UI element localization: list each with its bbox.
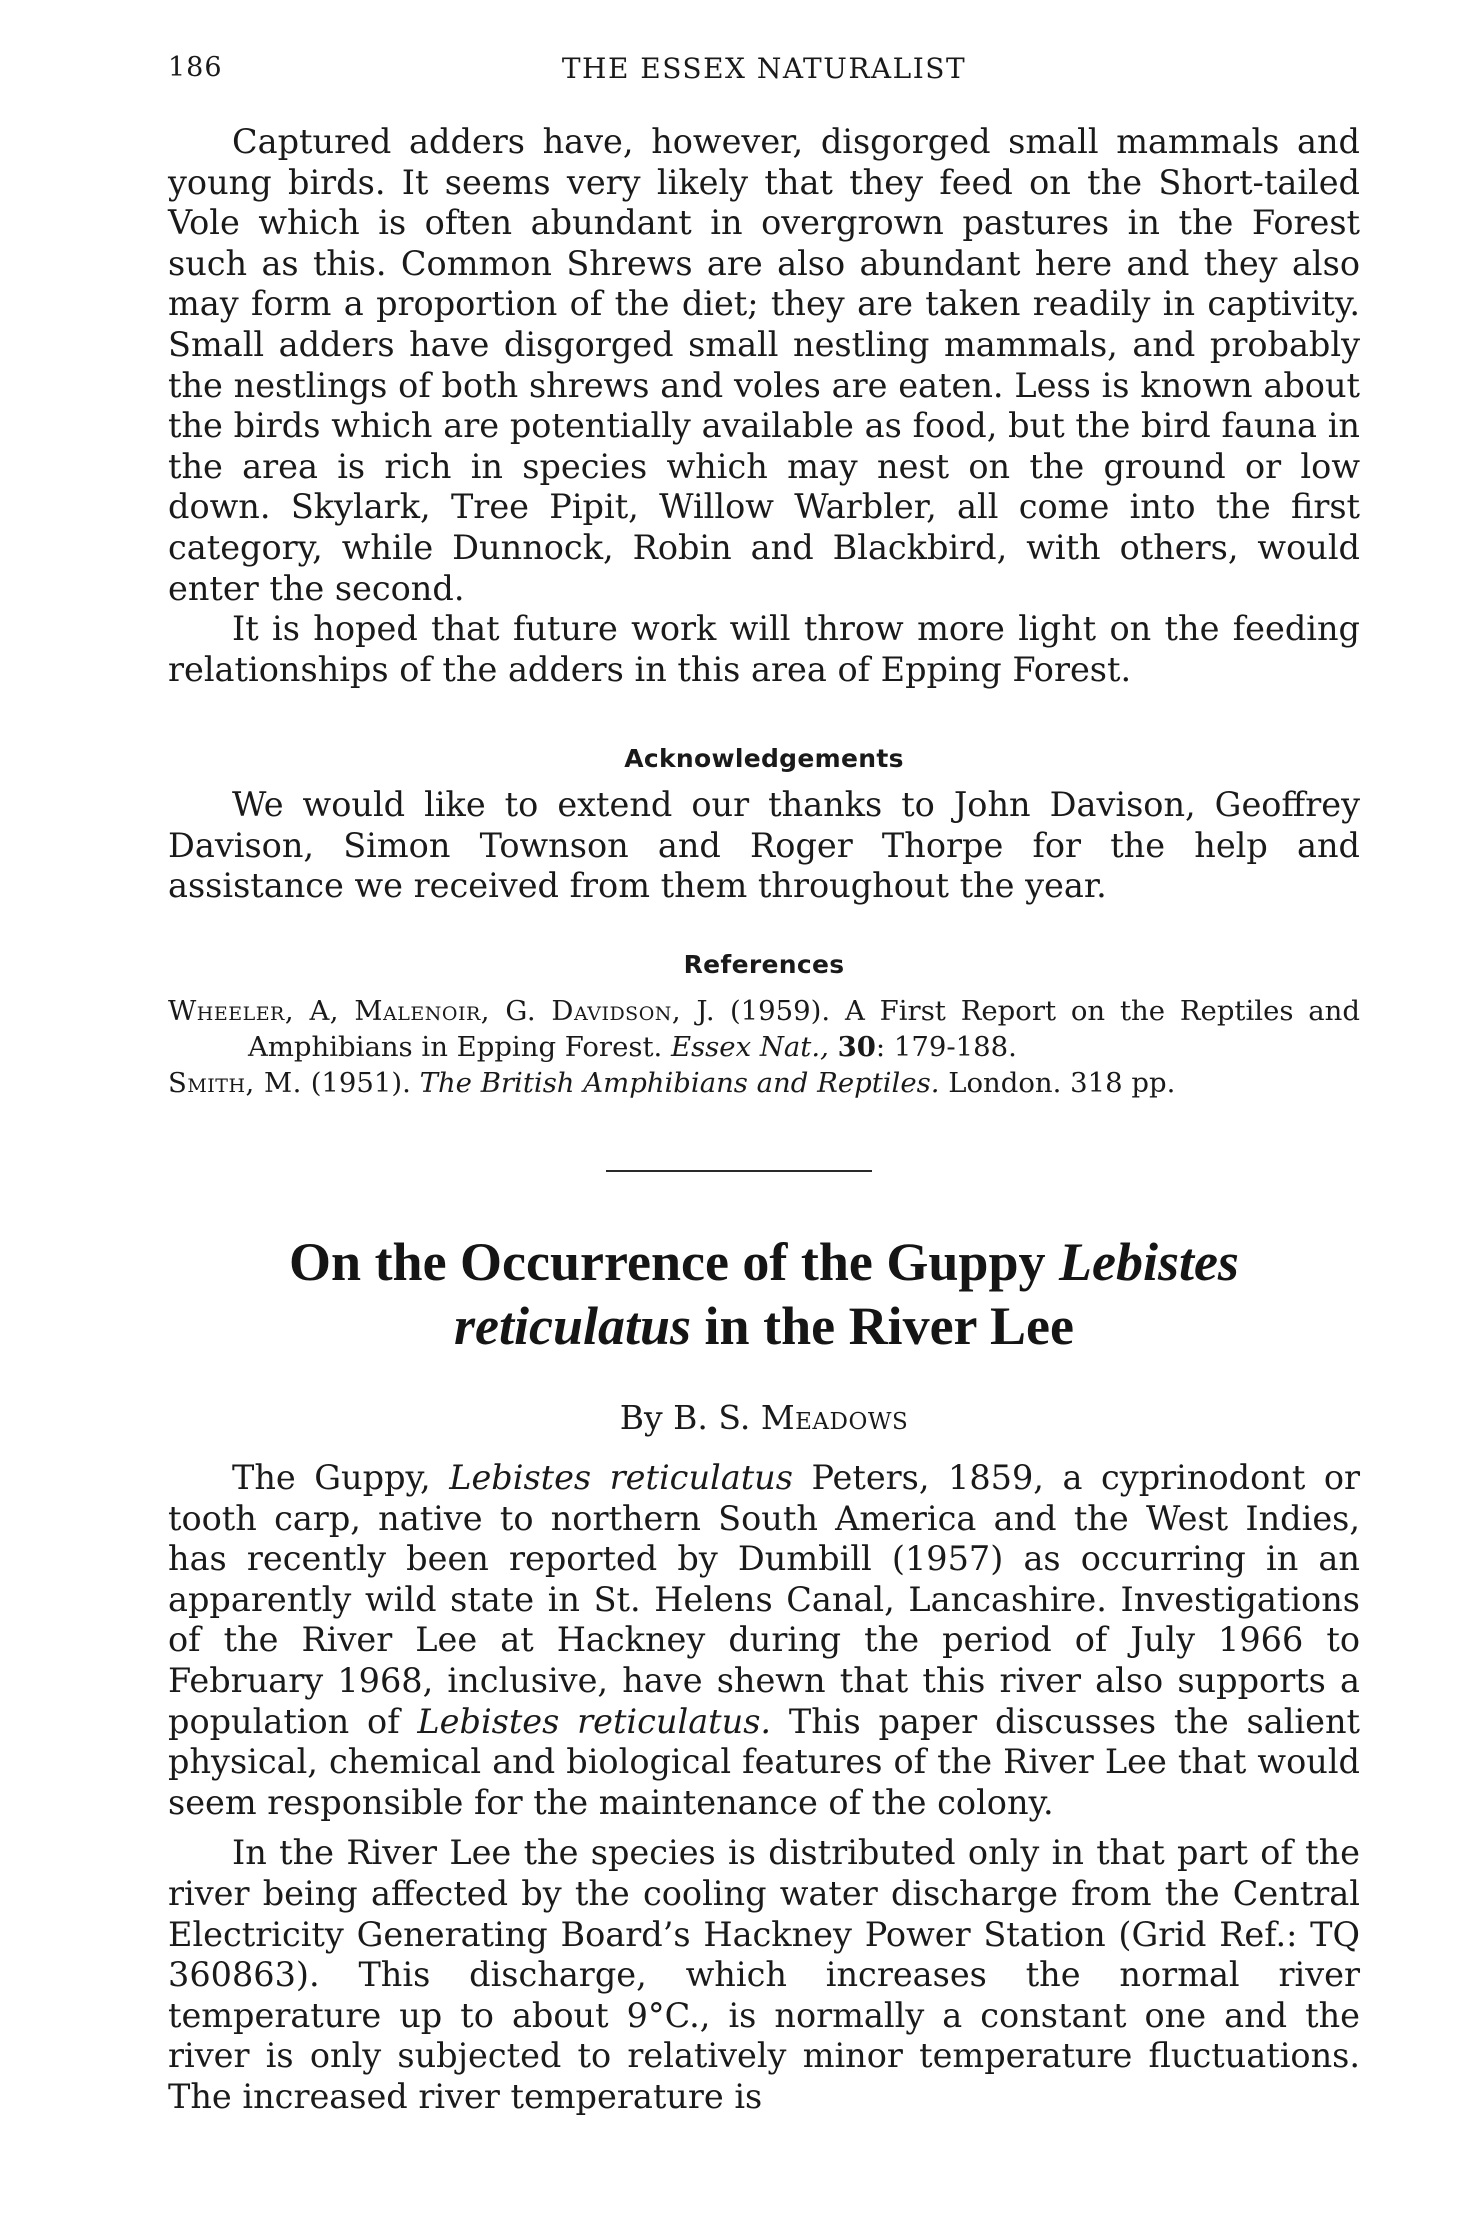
reference-list xyxy=(168,993,1360,1101)
body-paragraph: It is hoped that future work will throw more light on the feeding relationships of the adders in this area of Epping Forest. xyxy=(168,609,1360,689)
reference-pages: 318 pp. xyxy=(1070,1067,1176,1099)
acknowledgements-heading: Acknowledgements xyxy=(624,744,904,773)
reference-authors: Smith, M. xyxy=(168,1067,302,1099)
reference-year: (1951). xyxy=(310,1067,411,1099)
title-species: reticulatus xyxy=(454,1296,692,1356)
reference-title: The British Amphibians and Reptiles. xyxy=(419,1067,940,1099)
section-divider xyxy=(606,1170,872,1172)
references-section xyxy=(168,950,1360,1101)
text-run: The Guppy, xyxy=(232,1458,431,1497)
reference-item xyxy=(168,993,1360,1065)
reference-authors: Wheeler, A, Malenoir, G. Davidson, J. xyxy=(168,995,716,1027)
running-head xyxy=(168,52,1360,92)
reference-volume: 30 xyxy=(837,1031,876,1063)
reference-place: London. xyxy=(948,1067,1062,1099)
journal-title: THE ESSEX NATURALIST xyxy=(561,52,967,85)
reference-pages: : 179-188. xyxy=(875,1031,1017,1063)
body-paragraph: Captured adders have, however, disgorged small mammals and young birds. It seems very likely that they feed on the Short-tailed Vole which is often abundant in overgrown pastures in the Forest such as this. Common Shrews are also abundant here and they also may form a proportion of the diet; they are taken readily in captivity. Small adders have disgorged small nestling mammals, and probably the nestlings of both shrews and voles are eaten. Less is known about the birds which are potentially available as food, but the bird fauna in the area is rich in species which may nest on the ground or low down. Skylark, Tree Pipit, Willow Warbler, all come into the first category, while Dunnock, Robin and Blackbird, with others, would enter the second. xyxy=(168,122,1360,608)
references-heading: References xyxy=(683,950,845,979)
acknowledgements-text: We would like to extend our thanks to John Davison, Geoffrey Davison, Simon Townson and Roger Thorpe for the help and assistance we received from them throughout the year. xyxy=(168,785,1360,906)
reference-year: (1959). xyxy=(729,995,831,1027)
species-name: Lebistes reticulatus. xyxy=(417,1701,772,1741)
article-title xyxy=(168,1230,1360,1358)
text-run: This paper discusses the salient physical, chemical and biological features of the River Lee that would seem responsible for the maintenance of the colony. xyxy=(168,1701,1360,1822)
byline xyxy=(168,1398,1360,1437)
reference-title: A First Report on the Reptiles and Amphibians in Epping Forest. xyxy=(248,995,1360,1063)
byline-prefix: By B. S. xyxy=(619,1398,751,1437)
page-number: 186 xyxy=(168,52,223,83)
reference-journal: Essex Nat., xyxy=(671,1031,829,1063)
body-paragraph: In the River Lee the species is distributed only in that part of the river being affected by the cooling water discharge from the Central Electricity Generating Board’s Hackney Power Station (Grid Ref.: TQ 360863). This discharge, which increases the normal river temperature up to about 9°C., is normally a constant one and the river is only subjected to relatively minor temperature fluctuations. The increased river temperature is xyxy=(168,1833,1360,2116)
title-text: On the Occurrence of the Guppy xyxy=(289,1232,1046,1292)
title-text: in the River Lee xyxy=(704,1296,1074,1356)
continued-article xyxy=(168,122,1360,690)
acknowledgements-section xyxy=(168,744,1360,907)
reference-item xyxy=(168,1065,1360,1101)
author-name: Meadows xyxy=(760,1398,909,1437)
species-name: Lebistes reticulatus xyxy=(449,1458,793,1497)
body-paragraph xyxy=(168,1458,1360,1823)
article-body xyxy=(168,1458,1360,2118)
title-genus: Lebistes xyxy=(1058,1232,1239,1292)
text-run: Peters, 1859, a cyprinodont or tooth carp, native to northern South America and the West Indies, has recently been reported by Dumbill (1957) as occurring in an apparently wild state in St. Helens Canal, Lancashire. Investigations of the River Lee at Hackney during the period of July 1966 to February 1968, inclusive, have shewn that this river also supports a population of xyxy=(168,1458,1361,1741)
